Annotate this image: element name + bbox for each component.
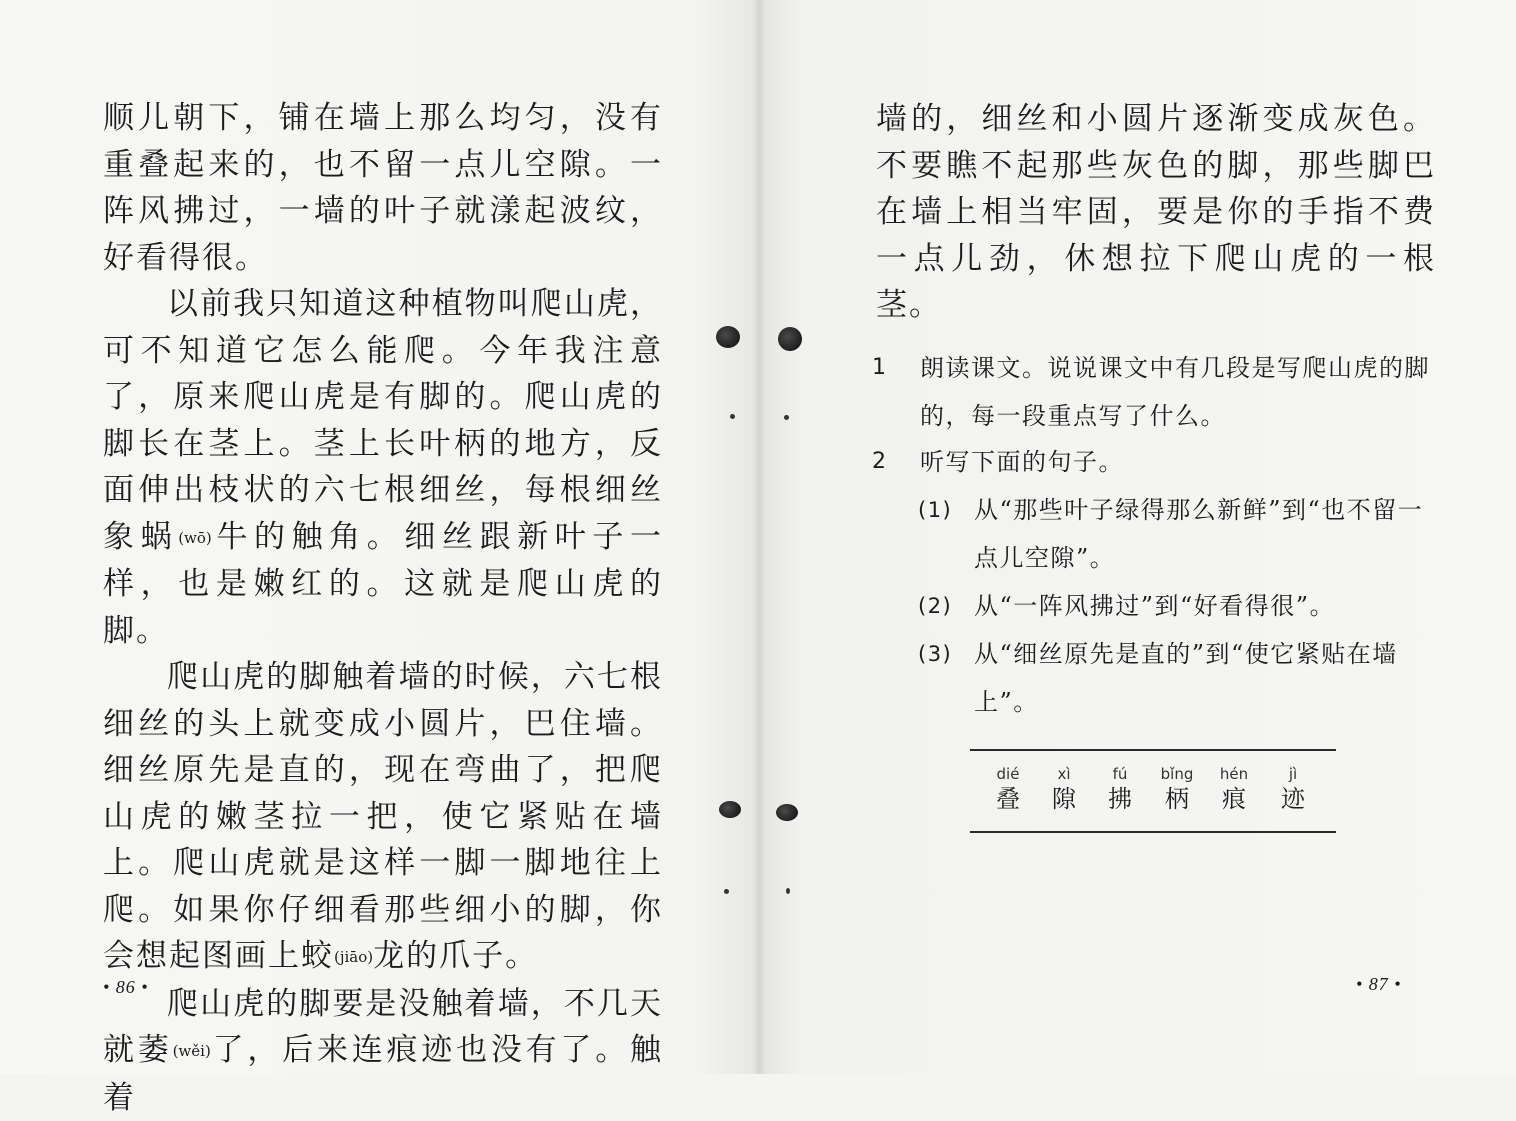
vocab-pinyin: fú	[1092, 765, 1148, 783]
vocab-top-rule	[970, 749, 1336, 751]
exercise-subitem-3	[872, 630, 1442, 726]
binding-hole	[778, 327, 802, 351]
paper-speck	[784, 415, 789, 420]
body-paragraph	[103, 981, 663, 1121]
subitem-text: 从“一阵风拂过”到“好看得很”。	[974, 592, 1335, 620]
pinyin-annotation: (jiāo)	[334, 948, 373, 966]
vocab-word	[1036, 765, 1092, 815]
body-paragraph	[103, 95, 663, 281]
exercise-number: 2	[872, 438, 888, 486]
subitem-number: (1)	[918, 486, 952, 534]
exercises-section	[872, 344, 1442, 726]
subitem-text: 从“细丝原先是直的”到“使它紧贴在墙上”。	[974, 640, 1398, 716]
binding-hole	[716, 326, 740, 348]
paragraph-text: 以前我只知道这种植物叫爬山虎，可不知道它怎么能爬。今年我注意了，原来爬山虎是有脚的。爬山虎的脚长在茎上。茎上长叶柄的地方，反面伸出枝状的六七根细丝，每根细丝象蜗	[103, 286, 663, 555]
vocab-character: 拂	[1092, 783, 1148, 815]
subitem-number: (2)	[918, 582, 952, 630]
vocab-character: 痕	[1206, 783, 1262, 815]
vocab-pinyin: xì	[1036, 765, 1092, 783]
exercise-subitem-1	[872, 486, 1442, 582]
vocab-character: 叠	[980, 783, 1036, 815]
paragraph-text: 龙的爪子。	[373, 938, 538, 974]
exercise-text: 听写下面的句子。	[920, 448, 1124, 476]
paper-speck	[786, 888, 790, 894]
paragraph-text: 爬山虎的脚要是没触着墙，不几天就萎	[103, 986, 663, 1069]
paper-speck	[724, 889, 729, 894]
body-paragraph	[876, 96, 1436, 329]
vocab-word	[1149, 765, 1205, 815]
paragraph-text: 爬山虎的脚触着墙的时候，六七根细丝的头上就变成小圆片，巴住墙。细丝原先是直的，现在弯曲了，把爬山虎的嫩茎拉一把，使它紧贴在墙上。爬山虎就是这样一脚一脚地往上爬。如果你仔细看那些细小的脚，你会想起图画上蛟	[103, 659, 663, 974]
vocabulary-box	[970, 749, 1336, 833]
right-body-text	[876, 96, 1436, 329]
vocab-pinyin: dié	[980, 765, 1036, 783]
body-paragraph	[103, 281, 663, 654]
vocab-pinyin: bǐng	[1149, 765, 1205, 783]
vocab-pinyin: hén	[1206, 765, 1262, 783]
exercise-text: 朗读课文。说说课文中有几段是写爬山虎的脚的，每一段重点写了什么。	[920, 354, 1430, 430]
vocab-pinyin: jì	[1265, 765, 1321, 783]
subitem-number: (3)	[918, 630, 952, 678]
page-number-86: • 86 •	[103, 977, 149, 998]
pinyin-annotation: (wěi)	[173, 1042, 211, 1060]
pinyin-annotation: (wō)	[178, 529, 212, 547]
book-gutter	[752, 0, 766, 1074]
vocab-word	[980, 765, 1036, 815]
vocab-character: 迹	[1265, 783, 1321, 815]
paragraph-text: 了，后来连痕迹也没有了。触着	[103, 1032, 663, 1116]
paragraph-text: 牛的触角。细丝跟新叶子一样，也是嫩红的。这就是爬山虎的脚。	[103, 519, 663, 649]
left-body-text	[103, 95, 663, 1121]
exercise-number: 1	[872, 344, 888, 392]
body-paragraph	[103, 654, 663, 981]
page-number-87: • 87 •	[1356, 974, 1402, 995]
vocab-word	[1206, 765, 1262, 815]
vocab-character: 柄	[1149, 783, 1205, 815]
vocab-word	[1092, 765, 1148, 815]
exercise-item-2	[872, 438, 1442, 486]
vocab-character: 隙	[1036, 783, 1092, 815]
paragraph-text: 墙的，细丝和小圆片逐渐变成灰色。不要瞧不起那些灰色的脚，那些脚巴在墙上相当牢固，要是你的手指不费一点儿劲，休想拉下爬山虎的一根茎。	[876, 101, 1436, 323]
subitem-text: 从“那些叶子绿得那么新鲜”到“也不留一点儿空隙”。	[974, 496, 1423, 572]
paper-speck	[730, 414, 735, 419]
paragraph-text: 顺儿朝下，铺在墙上那么均匀，没有重叠起来的，也不留一点儿空隙。一阵风拂过，一墙的叶子就漾起波纹，好看得很。	[103, 100, 663, 276]
binding-hole	[776, 804, 798, 821]
exercise-subitem-2	[872, 582, 1442, 630]
vocab-bottom-rule	[970, 831, 1336, 833]
vocab-word	[1265, 765, 1321, 815]
exercise-item-1	[872, 344, 1442, 440]
binding-hole	[719, 801, 741, 818]
